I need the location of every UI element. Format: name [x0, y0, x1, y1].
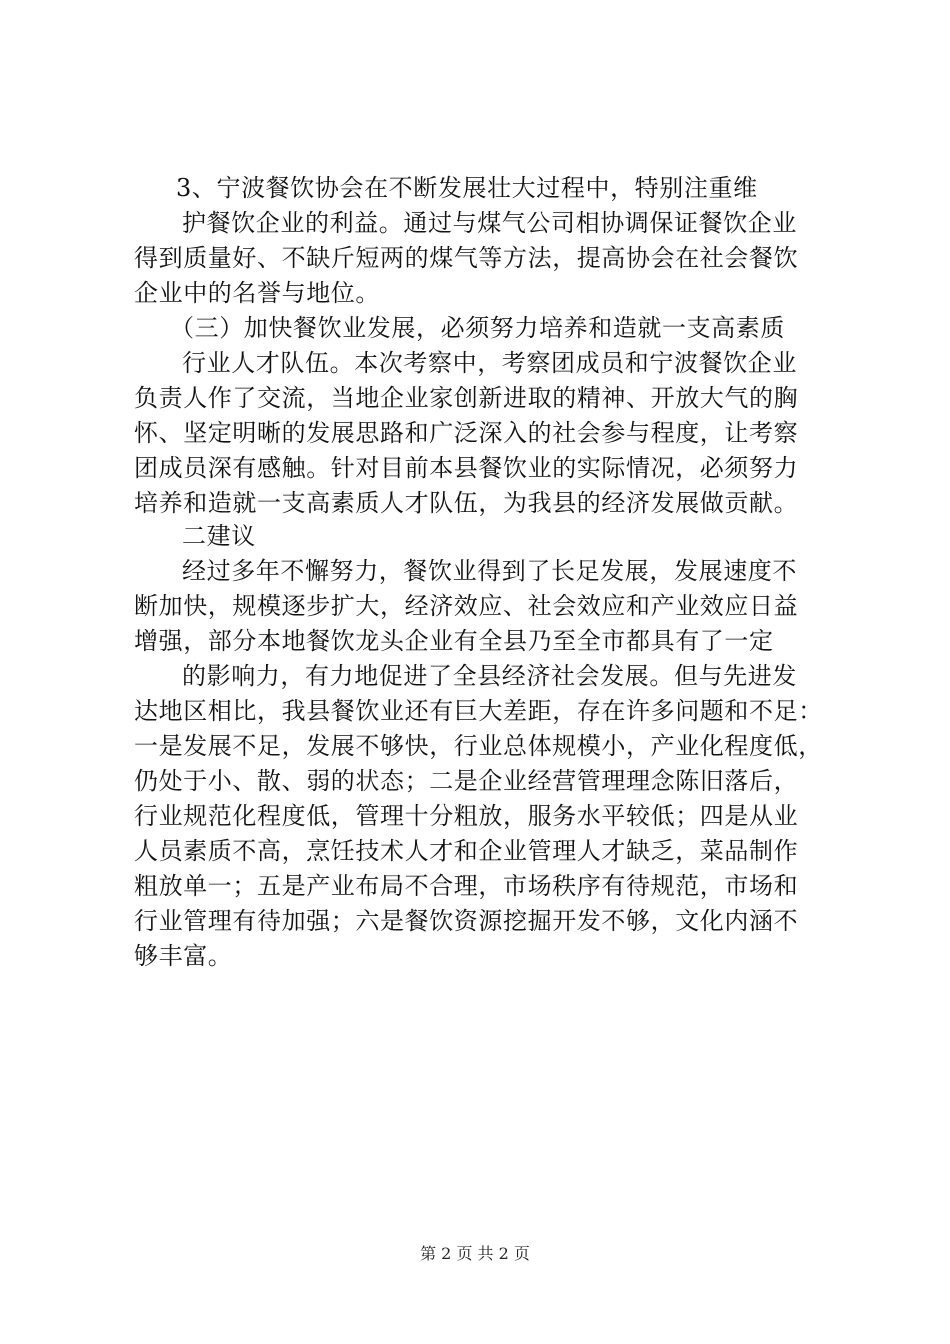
text-line-6: 行业人才队伍。本次考察中，考察团成员和宁波餐饮企业 [182, 349, 797, 377]
text-line-16: 达地区相比，我县餐饮业还有巨大差距，存在许多问题和不足： [134, 697, 823, 725]
text-line-9: 团成员深有感触。针对目前本县餐饮业的实际情况，必须努力 [134, 454, 799, 482]
text-line-10: 培养和造就一支高素质人才队伍，为我县的经济发展做贡献。 [134, 489, 799, 517]
text-line-8: 怀、坚定明晰的发展思路和广泛深入的社会参与程度，让考察 [134, 419, 799, 447]
section-heading: 二建议 [182, 522, 256, 550]
text-line-4: 企业中的名誉与地位。 [134, 279, 380, 307]
text-line-23: 够丰富。 [134, 942, 233, 970]
text-line-13: 断加快，规模逐步扩大，经济效应、社会效应和产业效应日益 [134, 592, 799, 620]
text-line-20: 人员素质不高，烹饪技术人才和企业管理人才缺乏，菜品制作 [134, 837, 799, 865]
text-line-12: 经过多年不懈努力，餐饮业得到了长足发展，发展速度不 [182, 557, 797, 585]
text-line-15: 的影响力，有力地促进了全县经济社会发展。但与先进发 [182, 662, 797, 690]
text-line-3: 得到质量好、不缺斤短两的煤气等方法，提高协会在社会餐饮 [134, 244, 799, 272]
text-line-1: 3、宁波餐饮协会在不断发展壮大过程中，特别注重维 [176, 174, 758, 202]
text-line-22: 行业管理有待加强；六是餐饮资源挖掘开发不够，文化内涵不 [134, 907, 799, 935]
page-footer: 第 2 页 共 2 页 [420, 1244, 530, 1263]
text-line-5: （三）加快餐饮业发展，必须努力培养和造就一支高素质 [170, 314, 785, 342]
text-line-21: 粗放单一；五是产业布局不合理，市场秩序有待规范，市场和 [134, 872, 799, 900]
text-line-14: 增强，部分本地餐饮龙头企业有全县乃至全市都具有了一定 [134, 627, 774, 655]
text-line-7: 负责人作了交流，当地企业家创新进取的精神、开放大气的胸 [134, 384, 799, 412]
text-line-2: 护餐饮企业的利益。通过与煤气公司相协调保证餐饮企业 [182, 209, 797, 237]
text-line-19: 行业规范化程度低，管理十分粗放，服务水平较低；四是从业 [134, 802, 799, 830]
text-line-17: 一是发展不足，发展不够快，行业总体规模小，产业化程度低， [134, 732, 823, 760]
text-line-18: 仍处于小、散、弱的状态；二是企业经营管理理念陈旧落后， [134, 767, 799, 795]
